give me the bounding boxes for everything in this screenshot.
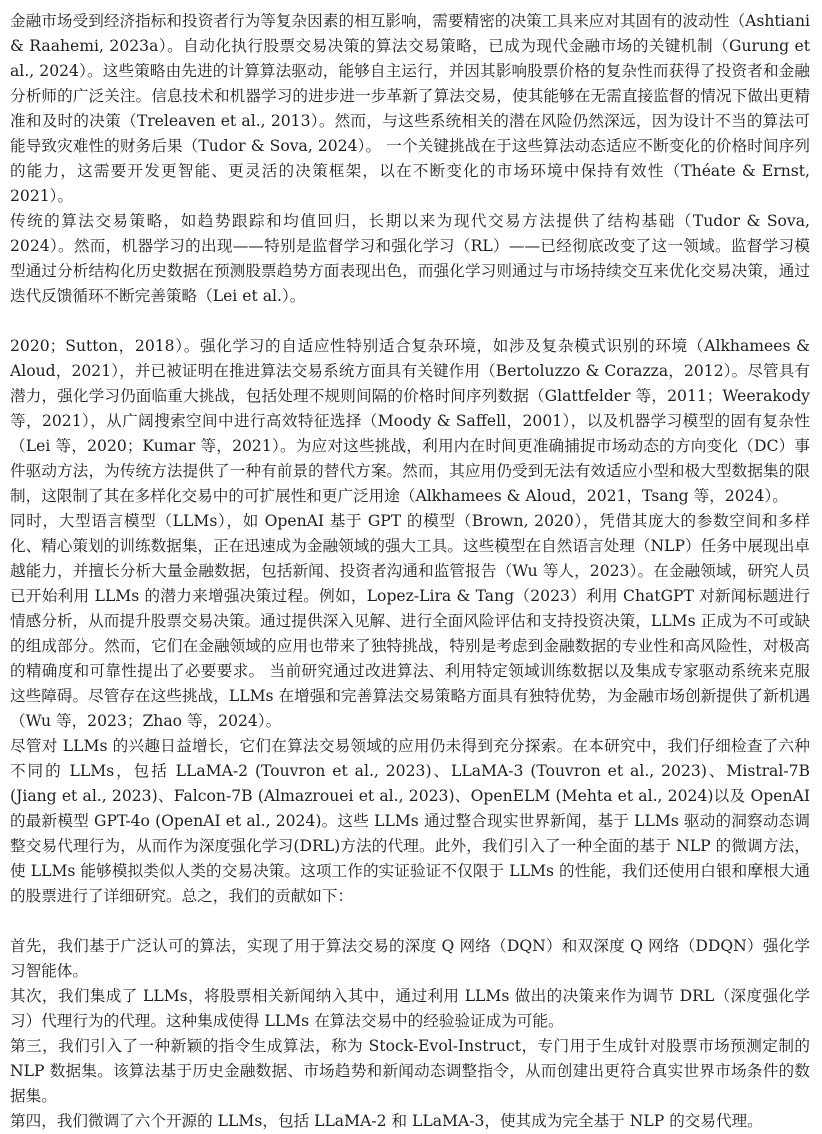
paragraph-gap — [10, 909, 810, 934]
paragraph-rl-challenges: 2020；Sutton，2018）。强化学习的自适应性特别适合复杂环境，如涉及复杂模式识别的环境（Alkhamees & Aloud，2021），并已被证明在推进算法交易系统方面具有关键作用（Bertoluzzo & Corazza，2012）。尽管具有潜力，强化学习仍面临重大挑战，包括处理不规则间隔的价格时间序列数据（Glattfelder 等，2011；Weerakody 等，2021），从广阔搜索空间中进行高效特征选择（Moody & Saffell，2001），以及机器学习模型的固有复杂性（Lei 等，2020；Kumar 等，2021）。为应对这些挑战，利用内在时间更准确捕捉市场动态的方向变化（DC）事件驱动方法，为传统方法提供了一种有前景的替代方案。然而，其应用仍受到无法有效适应小型和极大型数据集的限制，这限制了其在多样化交易中的可扩展性和更广泛用途（Alkhamees & Aloud，2021，Tsang 等，2024）。 — [10, 337, 810, 505]
contribution-fourth-cutoff: 第四，我们微调了六个开源的 LLMs，包括 LLaMA-2 和 LLaMA-3，使其成为完全基于 NLP 的交易代理。 — [10, 1112, 763, 1130]
paragraph-llms-finance: 同时，大型语言模型（LLMs），如 OpenAI 基于 GPT 的模型（Brown, 2020），凭借其庞大的参数空间和多样化、精心策划的训练数据集，正在迅速成为金融领域的强大工具。这些模型在自然语言处理（NLP）任务中展现出卓越能力，并擅长分析大量金融数据，包括新闻、投资者沟通和监管报告（Wu 等人，2023）。在金融领域，研究人员已开始利用 LLMs 的潜力来增强决策过程。例如，Lopez-Lira & Tang（2023）利用 ChatGPT 对新闻标题进行情感分析，从而提升股票交易决策。通过提供深入见解、进行全面风险评估和支持投资决策，LLMs 正成为不可或缺的组成部分。然而，它们在金融领域的应用也带来了独特挑战，特别是考虑到金融数据的专业性和高风险性，对极高的精确度和可靠性提出了必要要求。 当前研究通过改进算法、利用特定领域训练数据以及集成专家驱动系统来克服这些障碍。尽管存在这些挑战，LLMs 在增强和完善算法交易策略方面具有独特优势，为金融市场创新提供了新机遇（Wu 等，2023；Zhao 等，2024）。 — [10, 512, 810, 730]
paragraph-gap — [10, 309, 810, 334]
paragraph-traditional-strategies: 传统的算法交易策略，如趋势跟踪和均值回归，长期以来为现代交易方法提供了结构基础（Tudor & Sova, 2024）。然而，机器学习的出现——特别是监督学习和强化学习（RL）——已经彻底改变了这一领域。监督学习模型通过分析结构化历史数据在预测股票趋势方面表现出色，而强化学习则通过与市场持续交互来优化交易决策，通过迭代反馈循环不断完善策略（Lei et al.）。 — [10, 212, 810, 305]
paragraph-study-overview: 尽管对 LLMs 的兴趣日益增长，它们在算法交易领域的应用仍未得到充分探索。在本研究中，我们仔细检查了六种不同的 LLMs，包括 LLaMA-2 (Touvron et al., 2023)、LLaMA-3 (Touvron et al., 2023)、Mistral-7B (Jiang et al., 2023)、Falcon-7B (Almazrouei et al., 2023)、OpenELM (Mehta et al., 2024)以及 OpenAI 的最新模型 GPT-4o (OpenAI et al., 2024)。这些 LLMs 通过整合现实世界新闻，基于 LLMs 驱动的洞察动态调整交易代理行为，从而作为深度强化学习(DRL)方法的代理。此外，我们引入了一种全面的基于 NLP 的微调方法，使 LLMs 能够模拟类似人类的交易决策。这项工作的实证验证不仅限于 LLMs 的性能，我们还使用白银和摩根大通的股票进行了详细研究。总之，我们的贡献如下： — [10, 737, 810, 905]
contribution-first: 首先，我们基于广泛认可的算法，实现了用于算法交易的深度 Q 网络（DQN）和双深度 Q 网络（DDQN）强化学习智能体。 — [10, 937, 810, 980]
paragraph-market-context: 金融市场受到经济指标和投资者行为等复杂因素的相互影响，需要精密的决策工具来应对其固有的波动性（Ashtiani & Raahemi, 2023a）。自动化执行股票交易决策的算法交易策略，已成为现代金融市场的关键机制（Gurung et al., 2024）。这些策略由先进的计算算法驱动，能够自主运行，并因其影响股票价格的复杂性而获得了投资者和金融分析师的广泛关注。信息技术和机器学习的进步进一步革新了算法交易，使其能够在无需直接监督的情况下做出更精准和及时的决策（Treleaven et al., 2013）。然而，与这些系统相关的潜在风险仍然深远，因为设计不当的算法可能导致灾难性的财务后果（Tudor & Sova, 2024）。 一个关键挑战在于这些算法动态适应不断变化的价格时间序列的能力，这需要开发更智能、更灵活的决策框架，以在不断变化的市场环境中保持有效性（Théate & Ernst, 2021）。 — [10, 12, 810, 205]
contribution-third: 第三，我们引入了一种新颖的指令生成算法，称为 Stock-Evol-Instruct，专门用于生成针对股票市场预测定制的 NLP 数据集。该算法基于历史金融数据、市场趋势和新闻动态调整指令，从而创建出更符合真实世界市场条件的数据集。 — [10, 1037, 810, 1105]
document-body — [10, 9, 810, 1130]
contribution-second: 其次，我们集成了 LLMs，将股票相关新闻纳入其中，通过利用 LLMs 做出的决策来作为调节 DRL（深度强化学习）代理行为的代理。这种集成使得 LLMs 在算法交易中的经验验证成为可能。 — [10, 987, 810, 1030]
